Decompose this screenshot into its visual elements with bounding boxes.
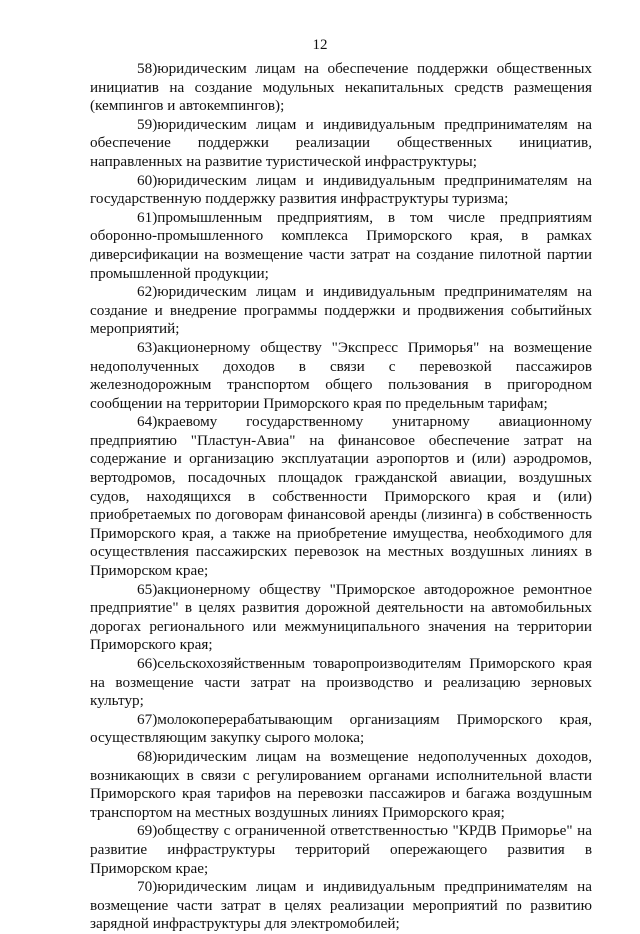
document-body: [90, 60, 592, 934]
list-item-64: 64)краевому государственному унитарному авиационному предприятию "Пластун-Авиа" на финансовое обеспечение затрат на содержание и организацию эксплуатации аэропортов и (или) аэродромов, вертодромов, посадочных площадок гражданской авиации, воздушных судов, находящихся в собственности Приморского края и (или) приобретаемых по договорам финансовой аренды (лизинга) в собственность Приморского края, а также на приобретение имущества, необходимого для осуществления пассажирских перевозок на местных воздушных линиях в Приморском крае;: [90, 413, 592, 580]
list-item-65: 65)акционерному обществу "Приморское автодорожное ремонтное предприятие" в целях развития дорожной деятельности на автомобильных дорогах регионального или межмуниципального значения на территории Приморского края;: [90, 580, 592, 654]
page-number: 12: [312, 37, 328, 53]
list-item-59: 59)юридическим лицам и индивидуальным предпринимателям на обеспечение поддержки реализации общественных инициатив, направленных на развитие туристической инфраструктуры;: [90, 115, 592, 170]
list-item-63: 63)акционерному обществу "Экспресс Приморья" на возмещение недополученных доходов в связи с перевозкой пассажиров железнодорожным транспортом общего пользования в пригородном сообщении на территории Приморского края по предельным тарифам;: [90, 338, 592, 412]
list-item-66: 66)сельскохозяйственным товаропроизводителям Приморского края на возмещение части затрат на производство и реализацию зерновых культур;: [90, 655, 592, 710]
list-item-58: 58)юридическим лицам на обеспечение поддержки общественных инициатив на создание модульных некапитальных средств размещения (кемпингов и автокемпингов);: [90, 60, 592, 115]
list-item-61: 61)промышленным предприятиям, в том числе предприятиям оборонно-промышленного комплекса Приморского края, в рамках диверсификации на возмещение части затрат на создание пилотной партии промышленной продукции;: [90, 208, 592, 282]
list-item-68: 68)юридическим лицам на возмещение недополученных доходов, возникающих в связи с регулированием органами исполнительной власти Приморского края тарифов на перевозки пассажиров и багажа воздушным транспортом на местных воздушных линиях Приморского края;: [90, 747, 592, 821]
list-item-69: 69)обществу с ограниченной ответственностью "КРДВ Приморье" на развитие инфраструктуры территорий опережающего развития в Приморском крае;: [90, 822, 592, 877]
list-item-70: 70)юридическим лицам и индивидуальным предпринимателям на возмещение части затрат в целях реализации мероприятий по развитию зарядной инфраструктуры для электромобилей;: [90, 878, 592, 933]
list-item-62: 62)юридическим лицам и индивидуальным предпринимателям на создание и внедрение программы поддержки и продвижения событийных мероприятий;: [90, 283, 592, 338]
list-item-60: 60)юридическим лицам и индивидуальным предпринимателям на государственную поддержку развития инфраструктуры туризма;: [90, 171, 592, 208]
list-item-67: 67)молокоперерабатывающим организациям Приморского края, осуществляющим закупку сырого молока;: [90, 710, 592, 747]
